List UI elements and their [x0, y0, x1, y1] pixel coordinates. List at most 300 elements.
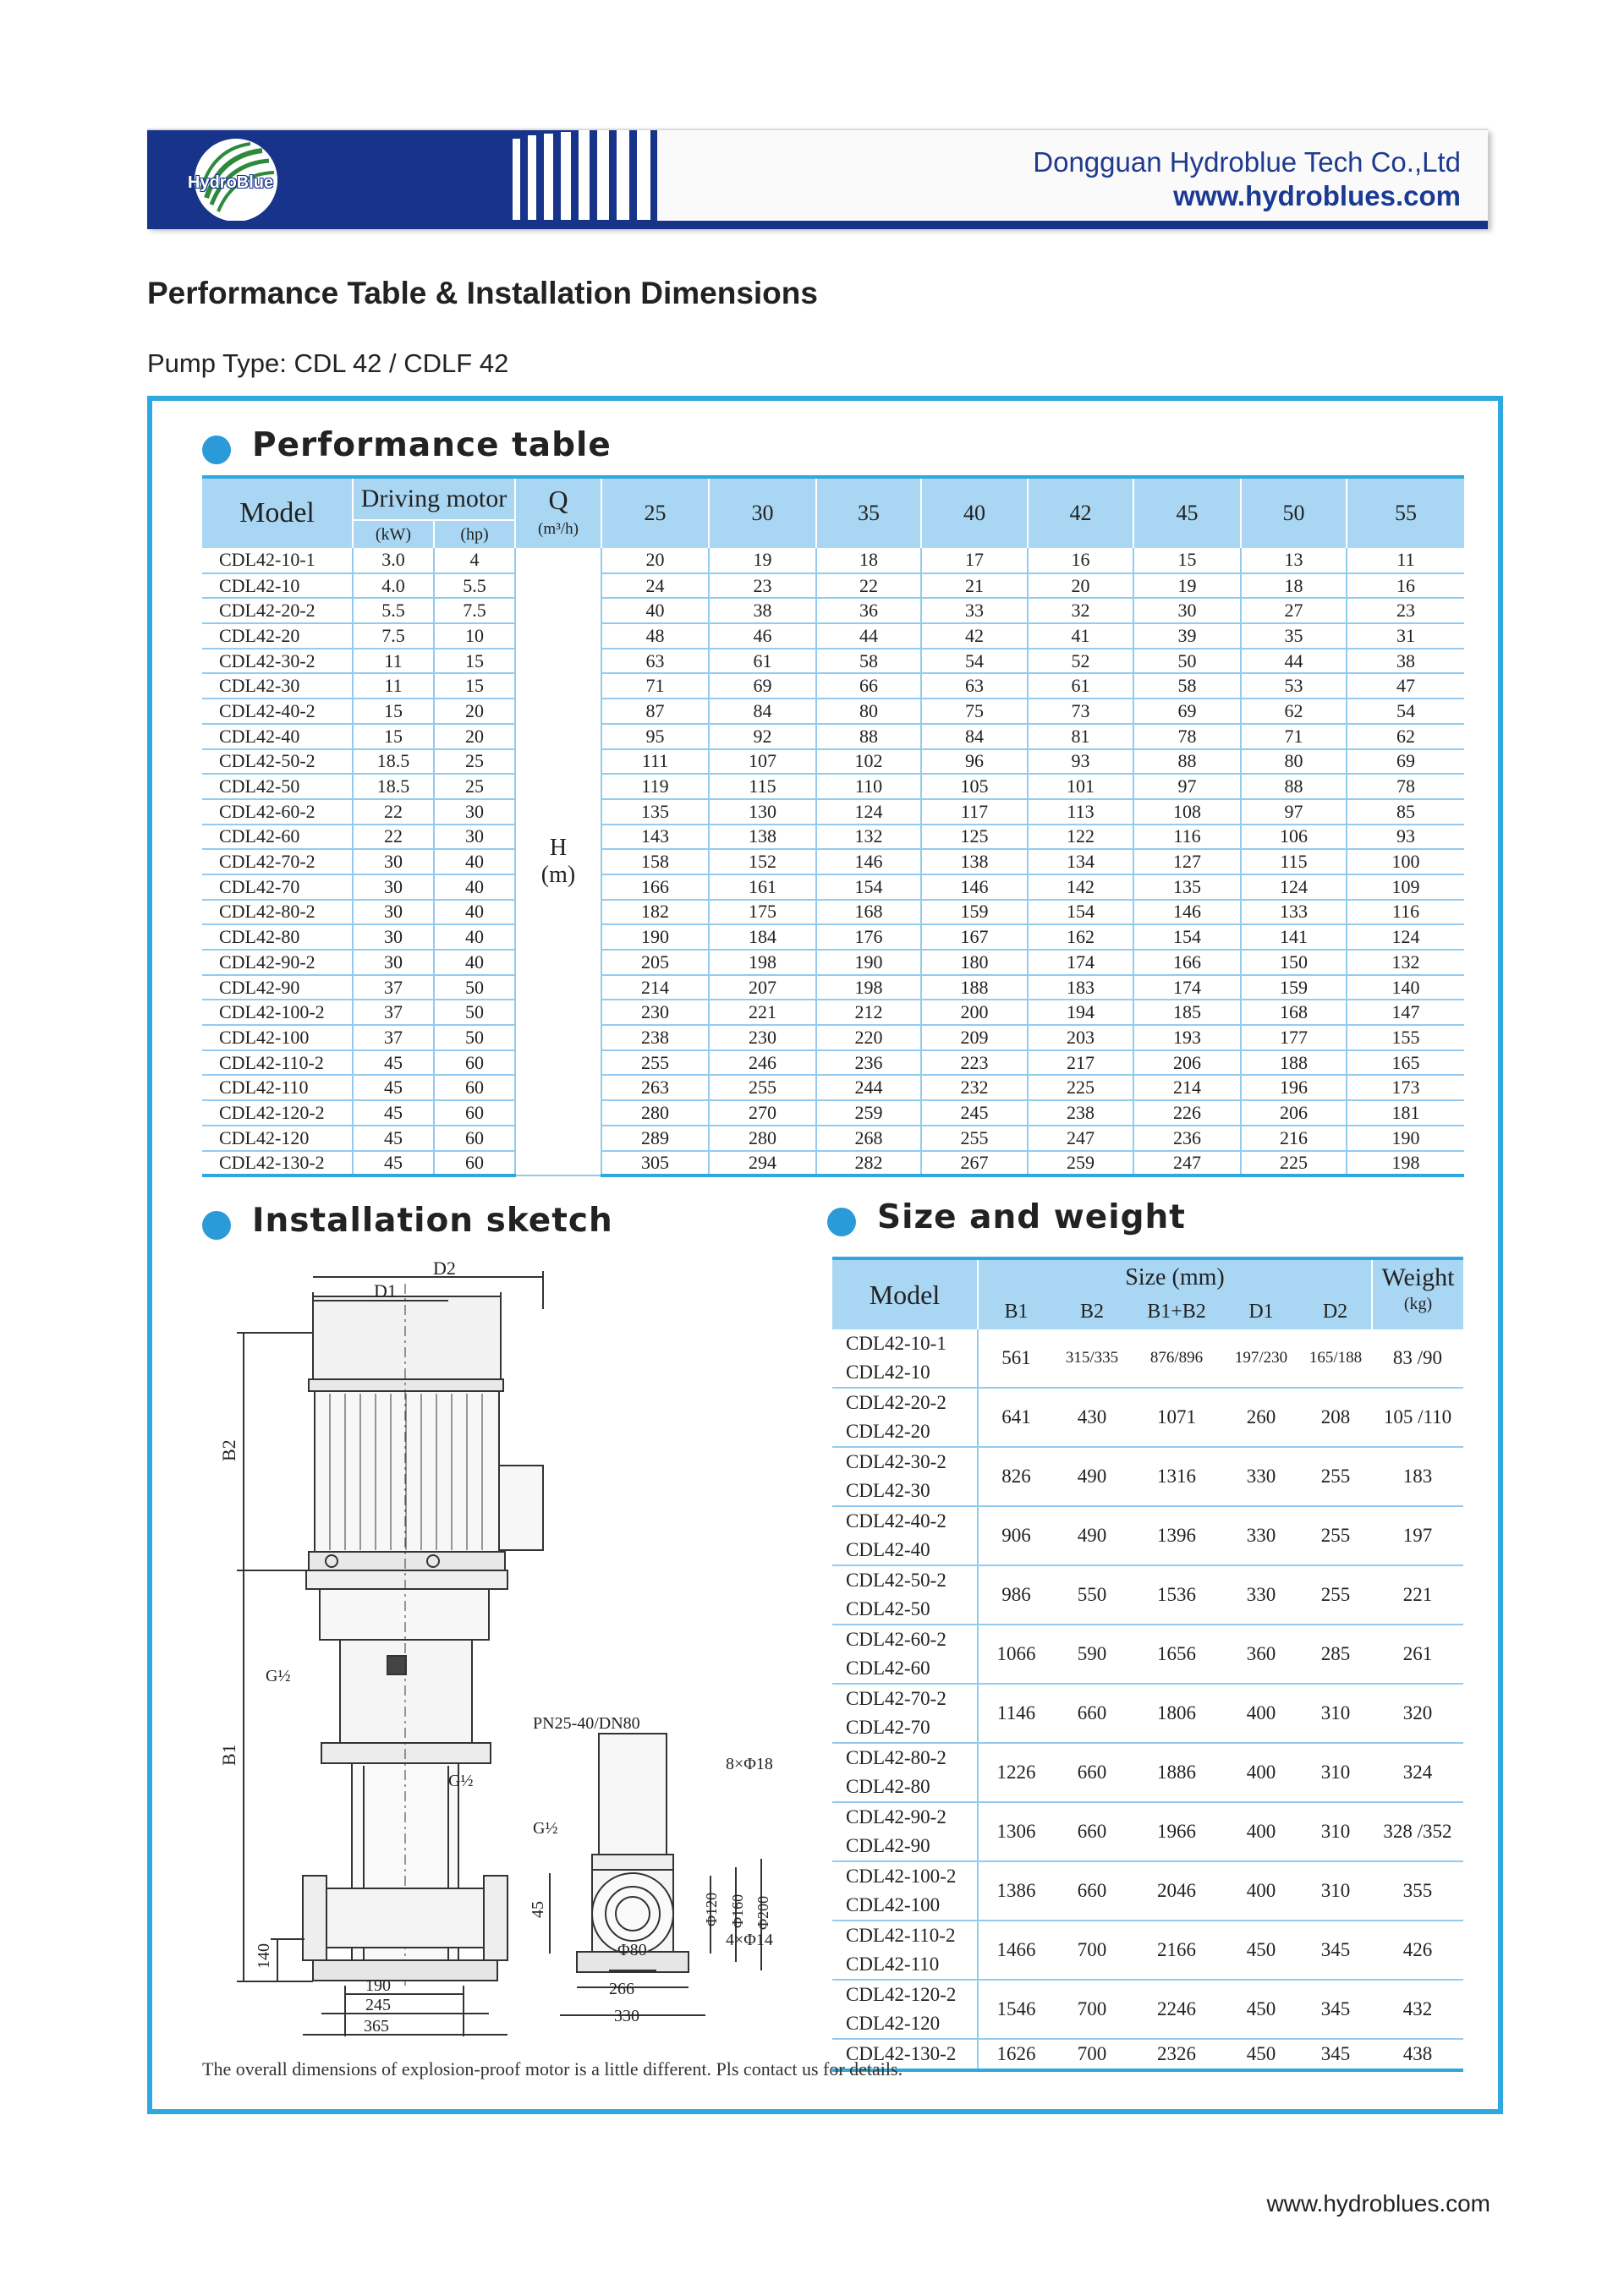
model-cell: CDL42-30 [832, 1477, 978, 1506]
model-cell: CDL42-80-2 [832, 1743, 978, 1773]
pump-base [313, 1960, 497, 1981]
label-holes4: 4×Φ14 [726, 1931, 773, 1949]
model-cell: CDL42-60-2 [202, 799, 353, 825]
size-header-weight-unit: (kg) [1372, 1295, 1463, 1329]
model-cell: CDL42-80 [202, 924, 353, 950]
company-url[interactable]: www.hydroblues.com [1173, 180, 1461, 211]
logo-text: HydroBlue [188, 173, 274, 192]
head-value-cell: 238 [601, 1025, 709, 1050]
kw-cell: 30 [353, 874, 434, 900]
head-value-cell: 166 [601, 874, 709, 900]
kw-cell: 45 [353, 1100, 434, 1126]
head-value-cell: 294 [709, 1151, 816, 1176]
model-cell: CDL42-40 [202, 724, 353, 749]
head-value-cell: 23 [1347, 598, 1464, 623]
head-value-cell: 106 [1241, 825, 1347, 850]
d2-cell: 255 [1299, 1506, 1372, 1565]
head-value-cell: 107 [709, 749, 816, 775]
flow-header: 55 [1347, 477, 1464, 548]
head-value-cell: 214 [601, 975, 709, 1000]
head-value-cell: 246 [709, 1050, 816, 1076]
head-value-cell: 69 [1133, 699, 1241, 724]
label-190: 190 [365, 1976, 391, 1995]
head-value-cell: 203 [1028, 1025, 1133, 1050]
head-value-cell: 21 [921, 573, 1028, 599]
head-value-cell: 270 [709, 1100, 816, 1126]
head-value-cell: 190 [1347, 1126, 1464, 1151]
table-row [202, 1075, 1464, 1100]
head-value-cell: 146 [1133, 900, 1241, 925]
model-cell: CDL42-80 [832, 1773, 978, 1802]
head-value-cell: 196 [1241, 1075, 1347, 1100]
hp-cell: 30 [434, 799, 515, 825]
table-row [202, 1151, 1464, 1176]
model-cell: CDL42-130-2 [832, 2039, 978, 2070]
head-value-cell: 93 [1347, 825, 1464, 850]
head-value-cell: 247 [1028, 1126, 1133, 1151]
table-row [832, 1861, 1463, 1891]
kw-cell: 45 [353, 1075, 434, 1100]
head-value-cell: 181 [1347, 1100, 1464, 1126]
b1b2-cell: 2166 [1130, 1921, 1223, 1980]
head-value-cell: 280 [709, 1126, 816, 1151]
bullet-icon [202, 436, 231, 464]
kw-cell: 37 [353, 1000, 434, 1025]
head-value-cell: 190 [816, 950, 921, 975]
b2-cell: 660 [1054, 1802, 1130, 1861]
model-cell: CDL42-20 [202, 623, 353, 649]
head-value-cell: 27 [1241, 598, 1347, 623]
head-label-cell [515, 548, 601, 1175]
head-value-cell: 146 [921, 874, 1028, 900]
head-value-cell: 66 [816, 673, 921, 699]
model-cell: CDL42-80-2 [202, 900, 353, 925]
hp-cell: 40 [434, 924, 515, 950]
d2-cell: 345 [1299, 2039, 1372, 2070]
hp-cell: 7.5 [434, 598, 515, 623]
table-row [832, 2039, 1463, 2070]
head-value-cell: 230 [709, 1025, 816, 1050]
model-cell: CDL42-10 [202, 573, 353, 599]
hp-cell: 5.5 [434, 573, 515, 599]
head-value-cell: 71 [1241, 724, 1347, 749]
head-value-cell: 97 [1133, 774, 1241, 799]
head-value-cell: 24 [601, 573, 709, 599]
weight-cell: 355 [1372, 1861, 1463, 1921]
head-value-cell: 280 [601, 1100, 709, 1126]
model-cell: CDL42-30-2 [832, 1447, 978, 1477]
size-table-body [832, 1329, 1463, 2070]
kw-cell: 15 [353, 699, 434, 724]
head-value-cell: 80 [1241, 749, 1347, 775]
model-cell: CDL42-90 [202, 975, 353, 1000]
table-row [202, 874, 1464, 900]
performance-section-title: Performance table [252, 426, 612, 464]
head-value-cell: 20 [1028, 573, 1133, 599]
head-value-cell: 46 [709, 623, 816, 649]
hp-cell: 60 [434, 1151, 515, 1176]
d1-cell: 330 [1223, 1565, 1299, 1625]
b1-cell: 826 [978, 1447, 1054, 1506]
head-value-cell: 217 [1028, 1050, 1133, 1076]
footer-url[interactable]: www.hydroblues.com [1266, 2190, 1490, 2217]
head-value-cell: 236 [1133, 1126, 1241, 1151]
b1b2-cell: 2326 [1130, 2039, 1223, 2070]
model-cell: CDL42-110-2 [832, 1921, 978, 1950]
head-value-cell: 183 [1028, 975, 1133, 1000]
b1-cell: 1626 [978, 2039, 1054, 2070]
banner-blue-block [147, 130, 657, 229]
head-value-cell: 116 [1133, 825, 1241, 850]
model-cell: CDL42-100 [832, 1891, 978, 1921]
b2-cell: 550 [1054, 1565, 1130, 1625]
b1-cell: 641 [978, 1388, 1054, 1447]
head-value-cell: 78 [1347, 774, 1464, 799]
head-value-cell: 193 [1133, 1025, 1241, 1050]
kw-cell: 22 [353, 799, 434, 825]
head-value-cell: 31 [1347, 623, 1464, 649]
model-cell: CDL42-70-2 [202, 849, 353, 874]
head-value-cell: 200 [921, 1000, 1028, 1025]
flow-header: 40 [921, 477, 1028, 548]
installation-sketch [195, 1258, 820, 2045]
hp-cell: 60 [434, 1075, 515, 1100]
d2-cell: 285 [1299, 1625, 1372, 1684]
d1-cell: 450 [1223, 1921, 1299, 1980]
label-d80: Φ80 [617, 1941, 647, 1959]
head-value-cell: 150 [1241, 950, 1347, 975]
hp-cell: 60 [434, 1050, 515, 1076]
head-value-cell: 206 [1133, 1050, 1241, 1076]
head-value-cell: 220 [816, 1025, 921, 1050]
head-value-cell: 141 [1241, 924, 1347, 950]
kw-cell: 18.5 [353, 774, 434, 799]
head-value-cell: 18 [1241, 573, 1347, 599]
header-q [515, 477, 601, 520]
d2-cell: 165/188 [1299, 1329, 1372, 1388]
head-value-cell: 32 [1028, 598, 1133, 623]
hp-cell: 15 [434, 673, 515, 699]
hp-cell: 40 [434, 874, 515, 900]
head-value-cell: 35 [1241, 623, 1347, 649]
header-model: Model [202, 477, 353, 548]
header-kw: (kW) [353, 520, 434, 548]
header-q-label: Q [548, 484, 568, 515]
head-value-cell: 54 [921, 649, 1028, 674]
head-value-cell: 101 [1028, 774, 1133, 799]
b1b2-cell: 1966 [1130, 1802, 1223, 1861]
head-value-cell: 52 [1028, 649, 1133, 674]
kw-cell: 18.5 [353, 749, 434, 775]
hp-cell: 40 [434, 900, 515, 925]
model-cell: CDL42-50-2 [202, 749, 353, 775]
head-value-cell: 188 [921, 975, 1028, 1000]
head-value-cell: 23 [709, 573, 816, 599]
flow-header: 45 [1133, 477, 1241, 548]
head-value-cell: 140 [1347, 975, 1464, 1000]
label-g12-side: G½ [533, 1819, 558, 1838]
flow-header: 35 [816, 477, 921, 548]
label-pn: PN25-40/DN80 [533, 1714, 640, 1733]
model-cell: CDL42-110 [832, 1950, 978, 1980]
head-value-cell: 207 [709, 975, 816, 1000]
label-330: 330 [614, 2007, 639, 2025]
motor-body [315, 1391, 499, 1552]
head-value-cell: 212 [816, 1000, 921, 1025]
banner-stripes [504, 130, 657, 220]
b1b2-cell: 2246 [1130, 1980, 1223, 2039]
table-row [202, 724, 1464, 749]
table-row [832, 1329, 1463, 1358]
model-cell: CDL42-40-2 [202, 699, 353, 724]
model-cell: CDL42-130-2 [202, 1151, 353, 1176]
b1-cell: 1226 [978, 1743, 1054, 1802]
head-value-cell: 259 [816, 1100, 921, 1126]
table-row [832, 1921, 1463, 1950]
table-row [832, 1388, 1463, 1417]
table-row [202, 699, 1464, 724]
head-value-cell: 69 [1347, 749, 1464, 775]
bullet-icon [827, 1208, 856, 1236]
hp-cell: 10 [434, 623, 515, 649]
head-value-cell: 62 [1241, 699, 1347, 724]
head-value-cell: 154 [1028, 900, 1133, 925]
label-holes8: 8×Φ18 [726, 1755, 773, 1773]
head-value-cell: 127 [1133, 849, 1241, 874]
b1-cell: 906 [978, 1506, 1054, 1565]
head-value-cell: 159 [1241, 975, 1347, 1000]
head-value-cell: 180 [921, 950, 1028, 975]
b2-cell: 315/335 [1054, 1329, 1130, 1388]
head-value-cell: 69 [709, 673, 816, 699]
weight-cell: 197 [1372, 1506, 1463, 1565]
head-value-cell: 84 [921, 724, 1028, 749]
model-cell: CDL42-60 [832, 1654, 978, 1684]
hp-cell: 20 [434, 724, 515, 749]
head-value-cell: 138 [709, 825, 816, 850]
head-value-cell: 36 [816, 598, 921, 623]
flow-header: 50 [1241, 477, 1347, 548]
d1-cell: 400 [1223, 1743, 1299, 1802]
table-row [202, 900, 1464, 925]
head-value-cell: 62 [1347, 724, 1464, 749]
performance-table-body [202, 548, 1464, 1175]
b1-cell: 561 [978, 1329, 1054, 1388]
head-value-cell: 182 [601, 900, 709, 925]
b1b2-cell: 1656 [1130, 1625, 1223, 1684]
hp-cell: 25 [434, 749, 515, 775]
document-title: Performance Table & Installation Dimensions [147, 276, 818, 310]
performance-table [202, 475, 1464, 1177]
label-b2: B2 [218, 1439, 239, 1461]
head-value-cell: 78 [1133, 724, 1241, 749]
b1b2-cell: 876/896 [1130, 1329, 1223, 1388]
model-cell: CDL42-90 [832, 1832, 978, 1861]
head-value-cell: 16 [1028, 548, 1133, 573]
head-value-cell: 158 [601, 849, 709, 874]
flow-header: 30 [709, 477, 816, 548]
b1-cell: 986 [978, 1565, 1054, 1625]
kw-cell: 4.0 [353, 573, 434, 599]
head-value-cell: 63 [601, 649, 709, 674]
head-value-cell: 53 [1241, 673, 1347, 699]
head-value-cell: 247 [1133, 1151, 1241, 1176]
head-value-cell: 19 [709, 548, 816, 573]
head-value-cell: 143 [601, 825, 709, 850]
model-cell: CDL42-120-2 [832, 1980, 978, 2009]
model-cell: CDL42-50-2 [832, 1565, 978, 1595]
model-cell: CDL42-50 [832, 1595, 978, 1625]
label-d1: D1 [374, 1280, 397, 1301]
b2-cell: 660 [1054, 1861, 1130, 1921]
model-cell: CDL42-40-2 [832, 1506, 978, 1536]
head-value-cell: 48 [601, 623, 709, 649]
b1-cell: 1466 [978, 1921, 1054, 1980]
head-value-cell: 115 [709, 774, 816, 799]
company-name: Dongguan Hydroblue Tech Co.,Ltd [1033, 146, 1461, 178]
model-cell: CDL42-110-2 [202, 1050, 353, 1076]
kw-cell: 11 [353, 673, 434, 699]
head-value-cell: 88 [1133, 749, 1241, 775]
head-value-cell: 105 [921, 774, 1028, 799]
head-value-cell: 33 [921, 598, 1028, 623]
model-cell: CDL42-100-2 [832, 1861, 978, 1891]
motor-fan-cover [313, 1296, 501, 1379]
table-row [202, 598, 1464, 623]
hp-cell: 15 [434, 649, 515, 674]
head-value-cell: 22 [816, 573, 921, 599]
head-value-cell: 155 [1347, 1025, 1464, 1050]
model-cell: CDL42-10-1 [202, 548, 353, 573]
model-cell: CDL42-60-2 [832, 1625, 978, 1654]
table-row [202, 1050, 1464, 1076]
terminal-box [499, 1466, 543, 1550]
pump-type: Pump Type: CDL 42 / CDLF 42 [147, 348, 509, 378]
model-cell: CDL42-120-2 [202, 1100, 353, 1126]
kw-cell: 22 [353, 825, 434, 850]
size-col-header: B1 [978, 1295, 1054, 1329]
label-245: 245 [365, 1996, 391, 2014]
head-value-cell: 267 [921, 1151, 1028, 1176]
flow-header: 42 [1028, 477, 1133, 548]
d2-cell: 345 [1299, 1980, 1372, 2039]
d1-cell: 400 [1223, 1802, 1299, 1861]
head-value-cell: 205 [601, 950, 709, 975]
head-value-cell: 75 [921, 699, 1028, 724]
head-value-cell: 244 [816, 1075, 921, 1100]
head-value-cell: 236 [816, 1050, 921, 1076]
d2-cell: 255 [1299, 1565, 1372, 1625]
head-value-cell: 190 [601, 924, 709, 950]
head-value-cell: 71 [601, 673, 709, 699]
b1b2-cell: 1071 [1130, 1388, 1223, 1447]
head-value-cell: 165 [1347, 1050, 1464, 1076]
header-hp: (hp) [434, 520, 515, 548]
kw-cell: 45 [353, 1050, 434, 1076]
b2-cell: 490 [1054, 1506, 1130, 1565]
head-value-cell: 225 [1241, 1151, 1347, 1176]
head-value-cell: 223 [921, 1050, 1028, 1076]
head-value-cell: 161 [709, 874, 816, 900]
hp-cell: 60 [434, 1126, 515, 1151]
model-cell: CDL42-10-1 [832, 1329, 978, 1358]
size-section-title: Size and weight [877, 1198, 1186, 1236]
table-row [832, 1447, 1463, 1477]
d2-cell: 255 [1299, 1447, 1372, 1506]
kw-cell: 37 [353, 975, 434, 1000]
head-value-cell: 138 [921, 849, 1028, 874]
b1b2-cell: 1886 [1130, 1743, 1223, 1802]
kw-cell: 30 [353, 950, 434, 975]
d1-cell: 197/230 [1223, 1329, 1299, 1388]
model-cell: CDL42-70 [202, 874, 353, 900]
head-value-cell: 96 [921, 749, 1028, 775]
size-col-header: D1 [1223, 1295, 1299, 1329]
table-row [832, 1506, 1463, 1536]
motor-bracket [320, 1589, 489, 1640]
b1b2-cell: 2046 [1130, 1861, 1223, 1921]
head-value-cell: 100 [1347, 849, 1464, 874]
d2-cell: 345 [1299, 1921, 1372, 1980]
table-row [832, 1980, 1463, 2009]
head-value-cell: 216 [1241, 1126, 1347, 1151]
table-row [202, 673, 1464, 699]
head-value-cell: 13 [1241, 548, 1347, 573]
model-cell: CDL42-60 [202, 825, 353, 850]
model-cell: CDL42-30-2 [202, 649, 353, 674]
head-value-cell: 30 [1133, 598, 1241, 623]
kw-cell: 37 [353, 1025, 434, 1050]
head-value-cell: 54 [1347, 699, 1464, 724]
banner-bottom-bar [147, 221, 1488, 229]
hp-cell: 40 [434, 950, 515, 975]
head-value-cell: 159 [921, 900, 1028, 925]
head-value-cell: 245 [921, 1100, 1028, 1126]
head-value-cell: 154 [1133, 924, 1241, 950]
head-value-cell: 38 [1347, 649, 1464, 674]
head-value-cell: 19 [1133, 573, 1241, 599]
weight-cell: 183 [1372, 1447, 1463, 1506]
head-value-cell: 110 [816, 774, 921, 799]
d2-cell: 310 [1299, 1684, 1372, 1743]
head-value-cell: 255 [601, 1050, 709, 1076]
b2-cell: 660 [1054, 1743, 1130, 1802]
label-b1: B1 [218, 1744, 239, 1766]
head-value-cell: 268 [816, 1126, 921, 1151]
head-value-cell: 50 [1133, 649, 1241, 674]
head-value-cell: 173 [1347, 1075, 1464, 1100]
head-value-cell: 40 [601, 598, 709, 623]
header-driving-motor: Driving motor [353, 477, 515, 520]
weight-cell: 105 /110 [1372, 1388, 1463, 1447]
d2-cell: 310 [1299, 1802, 1372, 1861]
head-value-cell: 175 [709, 900, 816, 925]
head-value-cell: 177 [1241, 1025, 1347, 1050]
d1-cell: 330 [1223, 1447, 1299, 1506]
head-label: H [549, 834, 568, 861]
b1-cell: 1066 [978, 1625, 1054, 1684]
head-value-cell: 230 [601, 1000, 709, 1025]
head-value-cell: 117 [921, 799, 1028, 825]
model-cell: CDL42-50 [202, 774, 353, 799]
weight-cell: 426 [1372, 1921, 1463, 1980]
head-value-cell: 39 [1133, 623, 1241, 649]
head-value-cell: 113 [1028, 799, 1133, 825]
b1-cell: 1546 [978, 1980, 1054, 2039]
head-value-cell: 135 [1133, 874, 1241, 900]
hp-cell: 50 [434, 975, 515, 1000]
b1-cell: 1306 [978, 1802, 1054, 1861]
